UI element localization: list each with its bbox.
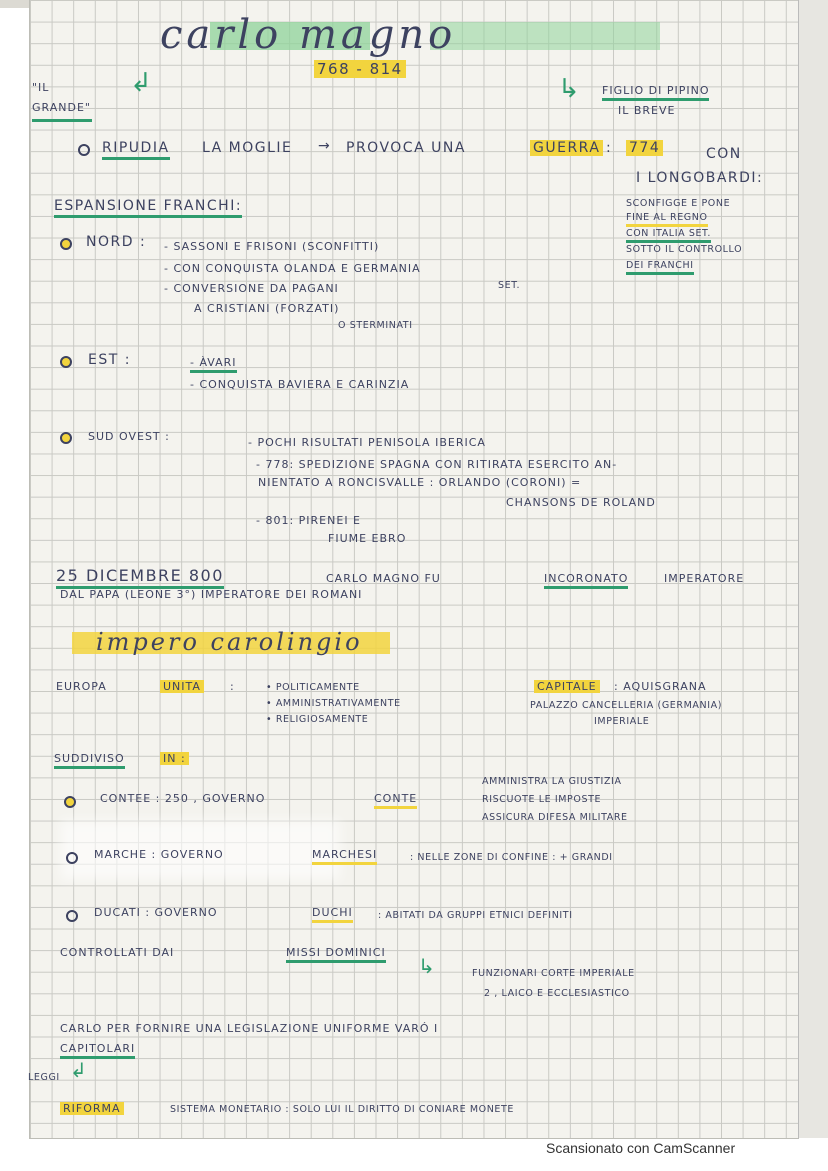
ducati-duchi: DUCHI — [312, 906, 353, 923]
intro-con: CON — [706, 146, 742, 162]
intro-longobardi: I LONGOBARDI: — [636, 170, 764, 186]
intro-774: 774 — [626, 140, 663, 156]
nickname: "IL GRANDE" — [32, 78, 92, 122]
imperiale-label: IMPERIALE — [594, 716, 650, 727]
section-heading-impero: impero carolingio — [96, 628, 363, 656]
ducati-rest: : ABITATI DA GRUPPI ETNICI DEFINITI — [378, 910, 573, 921]
bullet-icon — [60, 238, 72, 250]
funzionari-1: FUNZIONARI CORTE IMPERIALE — [472, 968, 635, 979]
contee-conte: CONTE — [374, 792, 417, 809]
bullet-icon — [60, 432, 72, 444]
nord-item-3: - CONVERSIONE DA PAGANI — [164, 282, 339, 295]
contee-label: CONTEE : 250 , GOVERNO — [100, 792, 266, 805]
intro-guerra: GUERRA — [530, 140, 603, 156]
bullet-icon — [78, 144, 90, 156]
bullet-icon — [66, 852, 78, 864]
intro-colon: : — [606, 140, 613, 156]
bullet-icon — [66, 910, 78, 922]
riforma-label: RIFORMA — [60, 1102, 124, 1115]
arrow-right-icon: ↳ — [558, 74, 580, 104]
side-note-4: SOTTO IL CONTROLLO — [626, 244, 743, 255]
reign-dates: 768 - 814 — [314, 60, 406, 78]
side-note-3: CON ITALIA SET. — [626, 228, 711, 243]
palazzo-label: PALAZZO CANCELLERIA (GERMANIA) — [530, 700, 723, 711]
leggi: LEGGI — [28, 1072, 60, 1083]
legislazione-text: CARLO PER FORNIRE UNA LEGISLAZIONE UNIFORME VARÓ I — [60, 1022, 439, 1035]
nord-item-1: - SASSONI E FRISONI (SCONFITTI) — [164, 240, 380, 253]
nord-item-2b: SET. — [498, 280, 521, 291]
marche-label: MARCHE : GOVERNO — [94, 848, 224, 861]
nord-item-5: O STERMINATI — [338, 320, 413, 331]
sud-item-3: NIENTATO A RONCISVALLE : ORLANDO (CORONI) = — [258, 476, 582, 489]
coronation-text: CARLO MAGNO FU — [326, 572, 441, 585]
contee-item-3: ASSICURA DIFESA MILITARE — [482, 812, 628, 823]
est-item-1: - ÀVARI — [190, 356, 237, 373]
capitale-label: CAPITALE — [534, 680, 600, 693]
capitolari: CAPITOLARI — [60, 1042, 135, 1059]
son-of-line1: FIGLIO DI PIPINO — [602, 84, 709, 101]
arrow-right-icon: ↳ — [418, 954, 435, 978]
sud-label: SUD OVEST : — [88, 430, 170, 443]
side-note-1: SCONFIGGE E PONE — [626, 198, 731, 209]
coronation-incoronato: INCORONATO — [544, 572, 628, 589]
ducati-label: DUCATI : GOVERNO — [94, 906, 218, 919]
section-heading-espansione: ESPANSIONE FRANCHI: — [54, 198, 242, 218]
unita-item-1: • POLITICAMENTE — [266, 682, 360, 693]
title-highlight — [430, 22, 660, 50]
notebook-page — [30, 0, 798, 1138]
marche-rest: : NELLE ZONE DI CONFINE : + GRANDI — [410, 852, 613, 863]
intro-moglie: LA MOGLIE — [202, 140, 293, 156]
est-item-2: - CONQUISTA BAVIERA E CARINZIA — [190, 378, 410, 391]
coronation-imperatore: IMPERATORE — [664, 572, 745, 585]
arrow-left-icon: ↲ — [70, 1058, 87, 1082]
scanner-watermark: Scansionato con CamScanner — [546, 1140, 736, 1156]
page-title: carlo magno — [160, 12, 457, 58]
funzionari-2: 2 , LAICO E ECCLESIASTICO — [484, 988, 630, 999]
arrow-icon: → — [318, 138, 332, 154]
contee-item-1: AMMINISTRA LA GIUSTIZIA — [482, 776, 622, 787]
sud-item-6: FIUME EBRO — [328, 532, 407, 545]
intro-provoca: PROVOCA UNA — [346, 140, 466, 156]
suddiviso-in: IN : — [160, 752, 189, 765]
unita-label: UNITA — [160, 680, 204, 693]
unita-colon: : — [230, 680, 235, 693]
nord-item-2: - CON CONQUISTA OLANDA E GERMANIA — [164, 262, 421, 275]
sud-item-2: - 778: SPEDIZIONE SPAGNA CON RITIRATA ESERCITO AN- — [256, 458, 618, 471]
suddiviso-heading: SUDDIVISO — [54, 752, 125, 769]
bullet-icon — [64, 796, 76, 808]
sud-item-5: - 801: PIRENEI E — [256, 514, 362, 527]
bullet-icon — [60, 356, 72, 368]
intro-ripudia: RIPUDIA — [102, 140, 170, 160]
est-label: EST : — [88, 352, 131, 368]
riforma-text: SISTEMA MONETARIO : SOLO LUI IL DIRITTO DI CONIARE MONETE — [170, 1104, 515, 1115]
sud-item-1: - POCHI RISULTATI PENISOLA IBERICA — [248, 436, 486, 449]
nord-item-4: A CRISTIANI (FORZATI) — [194, 302, 340, 315]
missi-dominici: MISSI DOMINICI — [286, 946, 386, 963]
capitale-value: : AQUISGRANA — [614, 680, 707, 693]
nord-label: NORD : — [86, 234, 147, 250]
sud-item-4: CHANSONS DE ROLAND — [506, 496, 656, 509]
side-note-5: DEI FRANCHI — [626, 260, 694, 275]
arrow-left-icon: ↲ — [130, 68, 152, 98]
coronation-date: 25 DICEMBRE 800 — [56, 566, 224, 589]
controllati-label: CONTROLLATI DAI — [60, 946, 175, 959]
europa-label: EUROPA — [56, 680, 107, 693]
notebook-spine — [798, 0, 828, 1138]
unita-item-2: • AMMINISTRATIVAMENTE — [266, 698, 401, 709]
unita-item-3: • RELIGIOSAMENTE — [266, 714, 369, 725]
coronation-line2: DAL PAPA (LEONE 3°) IMPERATORE DEI ROMANI — [60, 588, 363, 601]
contee-item-2: RISCUOTE LE IMPOSTE — [482, 794, 602, 805]
marche-marchesi: MARCHESI — [312, 848, 377, 865]
side-note-2: FINE AL REGNO — [626, 212, 708, 227]
son-of-line2: IL BREVE — [618, 104, 676, 117]
